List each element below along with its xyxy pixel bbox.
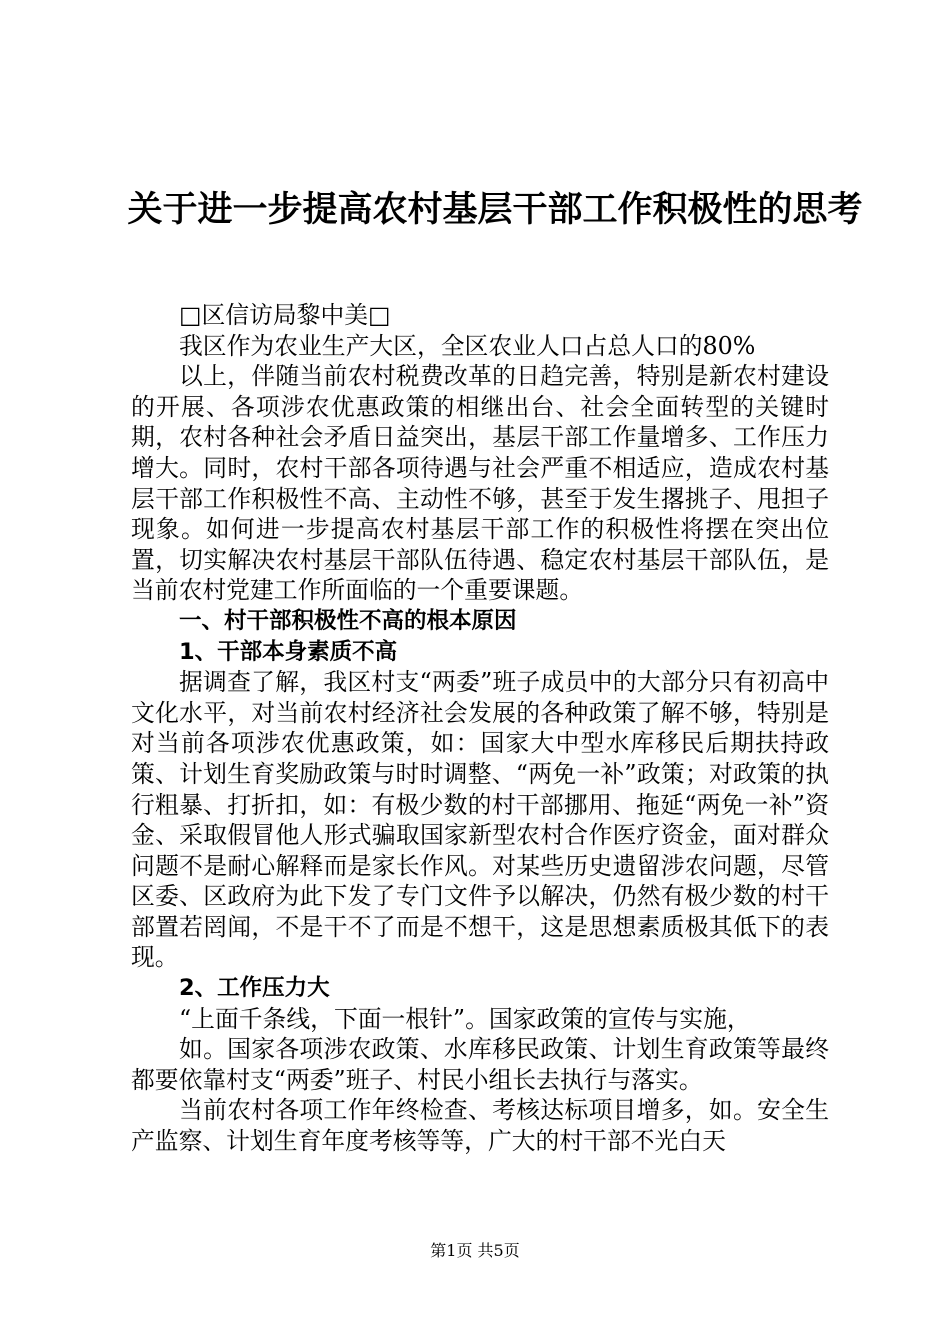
subsection-heading: 2、工作压力大 <box>179 975 330 1002</box>
body-paragraph: “上面千条线，下面一根针”。国家政策的宣传与实施， <box>179 1004 751 1033</box>
body-paragraph: 以上，伴随当前农村税费改革的日趋完善，特别是新农村建设的开展、各项涉农优惠政策的相继出台、社会全面转型的关键时期，农村各种社会矛盾日益突出，基层干部工作量增多、工作压力增大。同时，农村干部各项待遇与社会严重不相适应，造成农村基层干部工作积极性不高、主动性不够，甚至于发生撂挑子、甩担子现象。如何进一步提高农村基层干部工作的积极性将摆在突出位置，切实解决农村基层干部队伍待遇、稳定农村基层干部队伍，是当前农村党建工作所面临的一个重要课题。 <box>131 362 829 605</box>
subsection-heading: 1、干部本身素质不高 <box>179 638 398 665</box>
author-line: □区信访局黎中美□ <box>179 301 391 329</box>
page-footer: 第1页 共5页 <box>430 1241 520 1260</box>
body-paragraph: 据调查了解，我区村支“两委”班子成员中的大部分只有初高中文化水平，对当前农村经济社会发展的各种政策了解不够，特别是对当前各项涉农优惠政策，如：国家大中型水库移民后期扶持政策、计划生育奖励政策与时时调整、“两免一补”政策；对政策的执行粗暴、打折扣，如：有极少数的村干部挪用、拖延“两免一补”资金、采取假冒他人形式骗取国家新型农村合作医疗资金，面对群众问题不是耐心解释而是家长作风。对某些历史遗留涉农问题，尽管区委、区政府为此下发了专门文件予以解决，仍然有极少数的村干部置若罔闻，不是干不了而是不想干，这是思想素质极其低下的表现。 <box>131 668 829 972</box>
body-paragraph: 当前农村各项工作年终检查、考核达标项目增多，如。安全生产监察、计划生育年度考核等等，广大的村干部不光白天 <box>131 1096 829 1156</box>
body-paragraph: 如。国家各项涉农政策、水库移民政策、计划生育政策等最终都要依靠村支“两委”班子、村民小组长去执行与落实。 <box>131 1035 829 1094</box>
document-title: 关于进一步提高农村基层干部工作积极性的思考 <box>127 190 863 230</box>
document-body <box>131 300 829 1157</box>
section-heading: 一、村干部积极性不高的根本原因 <box>179 607 517 634</box>
body-paragraph: 我区作为农业生产大区，全区农业人口占总人口的80% <box>179 331 756 360</box>
